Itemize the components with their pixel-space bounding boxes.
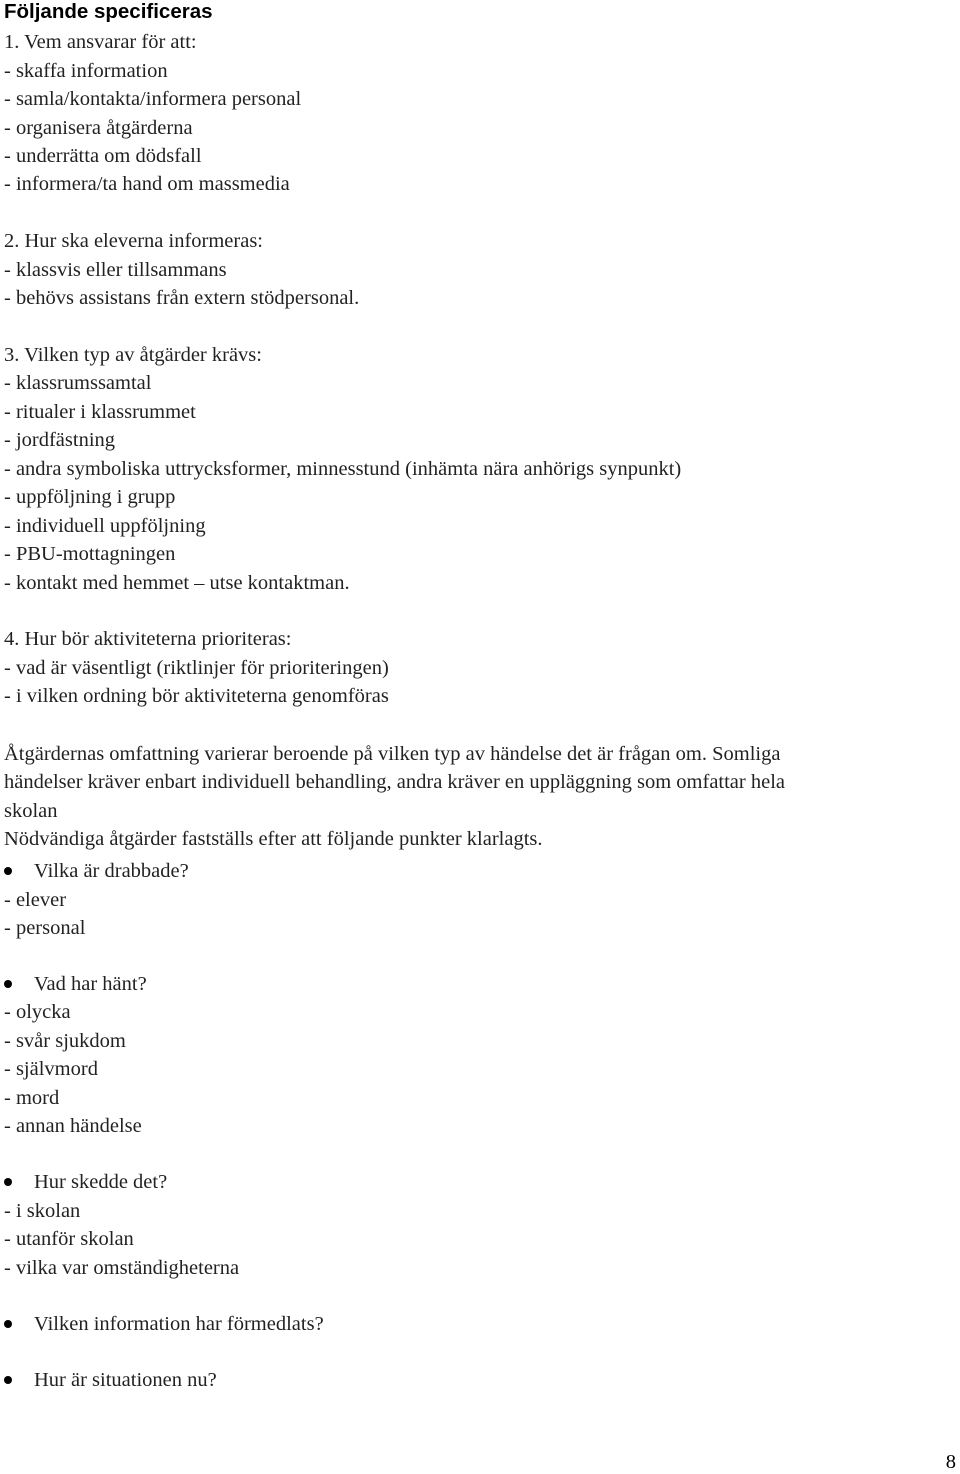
bullet-title: Hur skedde det?	[34, 1171, 168, 1193]
section-1-title: 1. Vem ansvarar för att:	[4, 31, 197, 53]
bullet-title: Vilken information har förmedlats?	[34, 1313, 324, 1335]
section-1-item: - samla/kontakta/informera personal	[4, 88, 302, 110]
page-heading: Följande specificeras	[4, 0, 213, 23]
bullet-sub-item: - mord	[4, 1087, 60, 1109]
section-4-title: 4. Hur bör aktiviteterna prioriteras:	[4, 628, 292, 650]
section-4-item: - i vilken ordning bör aktiviteterna genomföras	[4, 685, 389, 707]
section-3-item: - jordfästning	[4, 429, 116, 451]
section-1-item: - informera/ta hand om massmedia	[4, 173, 290, 195]
section-3-item: - ritualer i klassrummet	[4, 401, 196, 423]
bullet-sub-item: - annan händelse	[4, 1115, 142, 1137]
section-3-item: - PBU-mottagningen	[4, 543, 176, 565]
paragraph-line: händelser kräver enbart individuell behandling, andra kräver en uppläggning som omfattar hela	[4, 771, 786, 793]
bullet-sub-item: - elever	[4, 889, 67, 911]
bullet-title: Vilka är drabbade?	[34, 860, 189, 882]
bullet-dot-icon	[4, 1178, 12, 1186]
bullet-sub-item: - utanför skolan	[4, 1228, 134, 1250]
bullet-title: Hur är situationen nu?	[34, 1369, 217, 1391]
page-number: 8	[945, 1451, 956, 1473]
section-3-item: - andra symboliska uttrycksformer, minnesstund (inhämta nära anhörigs synpunkt)	[4, 458, 682, 480]
bullet-dot-icon	[4, 980, 12, 988]
paragraph-line: Nödvändiga åtgärder fastställs efter att följande punkter klarlagts.	[4, 828, 543, 850]
bullet-dot-icon	[4, 1376, 12, 1384]
section-2-item: - behövs assistans från extern stödpersonal.	[4, 287, 360, 309]
section-3-item: - klassrumssamtal	[4, 372, 152, 394]
section-3-item: - uppföljning i grupp	[4, 486, 176, 508]
section-2-item: - klassvis eller tillsammans	[4, 259, 227, 281]
section-1-item: - organisera åtgärderna	[4, 117, 193, 139]
section-1-item: - underrätta om dödsfall	[4, 145, 202, 167]
bullet-dot-icon	[4, 867, 12, 875]
section-3-title: 3. Vilken typ av åtgärder krävs:	[4, 344, 262, 366]
bullet-title: Vad har hänt?	[34, 973, 147, 995]
bullet-sub-item: - svår sjukdom	[4, 1030, 126, 1052]
section-2-title: 2. Hur ska eleverna informeras:	[4, 230, 263, 252]
paragraph-line: skolan	[4, 800, 58, 822]
section-3-item: - kontakt med hemmet – utse kontaktman.	[4, 572, 350, 594]
paragraph-line: Åtgärdernas omfattning varierar beroende på vilken typ av händelse det är frågan om. Somliga	[4, 743, 781, 765]
section-1-item: - skaffa information	[4, 60, 168, 82]
bullet-sub-item: - personal	[4, 917, 86, 939]
bullet-sub-item: - olycka	[4, 1001, 71, 1023]
bullet-sub-item: - i skolan	[4, 1200, 81, 1222]
bullet-sub-item: - vilka var omständigheterna	[4, 1257, 240, 1279]
bullet-sub-item: - självmord	[4, 1058, 98, 1080]
bullet-dot-icon	[4, 1320, 12, 1328]
section-3-item: - individuell uppföljning	[4, 515, 206, 537]
section-4-item: - vad är väsentligt (riktlinjer för prioriteringen)	[4, 657, 389, 679]
